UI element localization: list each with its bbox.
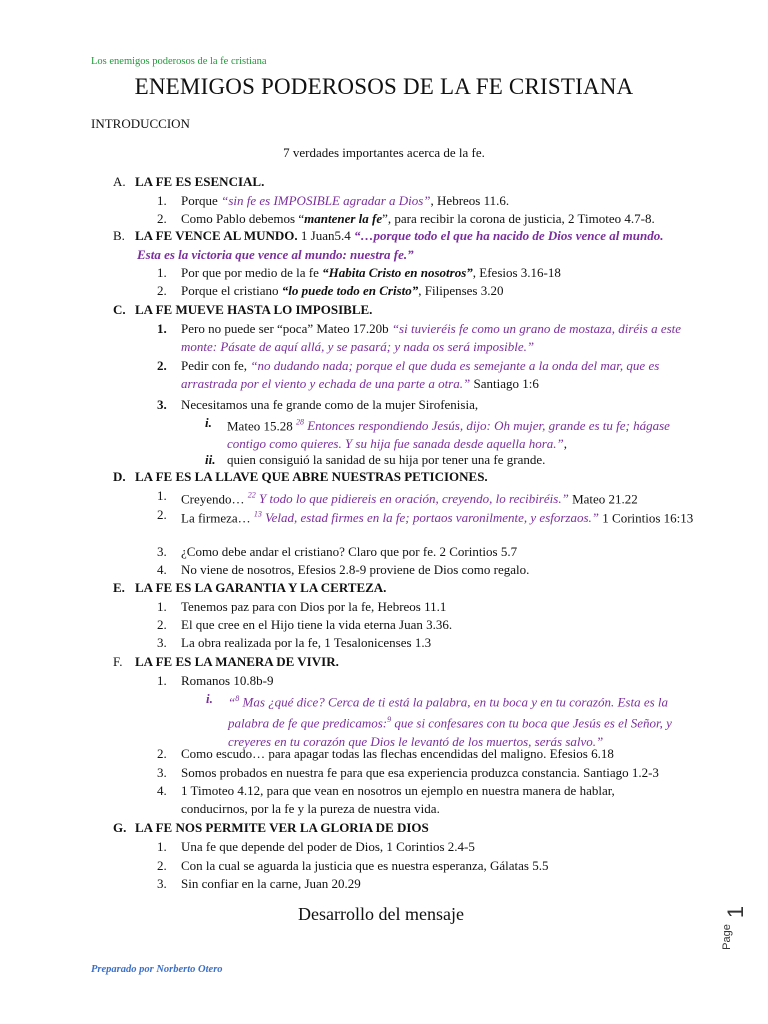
list-item: 2. La firmeza… $^{13}$ Velad, estad firmes en la fe; portaos varonilmente, y esforzaos.” 1 Corintios 16:13 [157, 507, 694, 526]
page-label: Page [720, 924, 733, 950]
sub-item: i. Mateo 15.28 $^{28}$ Entonces respondiendo Jesús, dijo: Oh mujer, grande es tu fe; hágase contigo como quieres. Y su hija fue sanada desde aquella hora.”, [205, 415, 670, 452]
list-item: 4. 1 Timoteo 4.12, para que vean en nosotros un ejemplo en nuestra manera de hablar, conducirnos, por la fe y la pureza de nuestra vida. [157, 783, 615, 816]
page-number-value: 1 [723, 905, 749, 919]
section-d-heading: D. LA FE ES LA LLAVE QUE ABRE NUESTRAS PETICIONES. [113, 469, 488, 484]
section-b-heading: B. LA FE VENCE AL MUNDO. 1 Juan5.4 “…porque todo el que ha nacido de Dios vence al mundo. [113, 228, 664, 243]
list-item: 3. Sin confiar en la carne, Juan 20.29 [157, 876, 361, 891]
list-item: 3. ¿Como debe andar el cristiano? Claro que por fe. 2 Corintios 5.7 [157, 544, 518, 559]
page-title: ENEMIGOS PODEROSOS DE LA FE CRISTIANA [134, 74, 634, 99]
subtitle: 7 verdades importantes acerca de la fe. [283, 145, 485, 160]
list-item: 3. Necesitamos una fe grande como de la mujer Sirofenisia, [157, 397, 479, 412]
list-item: 1. Por que por medio de la fe “Habita Cristo en nosotros”, Efesios 3.16-18 [157, 265, 561, 280]
page-number [722, 905, 762, 950]
section-g-heading: G. LA FE NOS PERMITE VER LA GLORIA DE DIOS [113, 820, 429, 835]
sub-item: i. “$^8$ Mas ¿qué dice? Cerca de ti está la palabra, en tu boca y en tu corazón. Esta es la palabra de fe que predicamos:$^9$ que si confesares con tu boca que Jesús es el Señor, y creyeres en tu corazón que Dios le levantó de los muertos, serás salvo.” [206, 691, 672, 749]
section-f-heading: F. LA FE ES LA MANERA DE VIVIR. [113, 654, 339, 669]
introduction-heading: INTRODUCCION [91, 116, 190, 131]
list-item: 2. Como escudo… para apagar todas las flechas encendidas del maligno. Efesios 6.18 [157, 746, 614, 761]
list-item: 1. Porque “sin fe es IMPOSIBLE agradar a Dios”, Hebreos 11.6. [157, 193, 510, 208]
running-header: Los enemigos poderosos de la fe cristiana [91, 56, 267, 67]
section-a-heading: A. LA FE ES ESENCIAL. [113, 174, 265, 189]
development-heading: Desarrollo del mensaje [298, 904, 464, 924]
list-item: 3. Somos probados en nuestra fe para que esa experiencia produzca constancia. Santiago 1.2-3 [157, 765, 659, 780]
section-b-quote-continued: Esta es la victoria que vence al mundo: nuestra fe.” [137, 247, 414, 262]
list-item: 3. La obra realizada por la fe, 1 Tesalonicenses 1.3 [157, 635, 432, 650]
list-item: 1. Creyendo… $^{22}$ Y todo lo que pidiereis en oración, creyendo, lo recibiréis.” Mateo 21.22 [157, 488, 638, 507]
list-item: 1. Romanos 10.8b-9 [157, 673, 274, 688]
list-item: 2. Con la cual se aguarda la justicia que es nuestra esperanza, Gálatas 5.5 [157, 858, 549, 873]
list-item: 2. Como Pablo debemos “mantener la fe”, para recibir la corona de justicia, 2 Timoteo 4.7-8. [157, 211, 655, 226]
list-item: 1. Pero no puede ser “poca” Mateo 17.20b “si tuvieréis fe como un grano de mostaza, diréis a este monte: Pásate de aquí allá, y se pasará; y nada os será imposible.” [157, 321, 682, 354]
list-item: 2. El que cree en el Hijo tiene la vida eterna Juan 3.36. [157, 617, 453, 632]
list-item: 4. No viene de nosotros, Efesios 2.8-9 proviene de Dios como regalo. [157, 562, 530, 577]
list-item: 1. Tenemos paz para con Dios por la fe, Hebreos 11.1 [157, 599, 447, 614]
list-item: 2. Pedir con fe, “no dudando nada; porque el que duda es semejante a la onda del mar, que es arrastrada por el viento y echada de una parte a otra.” Santiago 1:6 [157, 358, 660, 391]
section-e-heading: E. LA FE ES LA GARANTIA Y LA CERTEZA. [113, 580, 387, 595]
section-c-heading: C. LA FE MUEVE HASTA LO IMPOSIBLE. [113, 302, 373, 317]
list-item: 2. Porque el cristiano “lo puede todo en Cristo”, Filipenses 3.20 [157, 283, 504, 298]
sub-item: ii. quien consiguió la sanidad de su hija por tener una fe grande. [205, 452, 546, 467]
footer-author: Preparado por Norberto Otero [91, 964, 223, 975]
list-item: 1. Una fe que depende del poder de Dios, 1 Corintios 2.4-5 [157, 839, 475, 854]
